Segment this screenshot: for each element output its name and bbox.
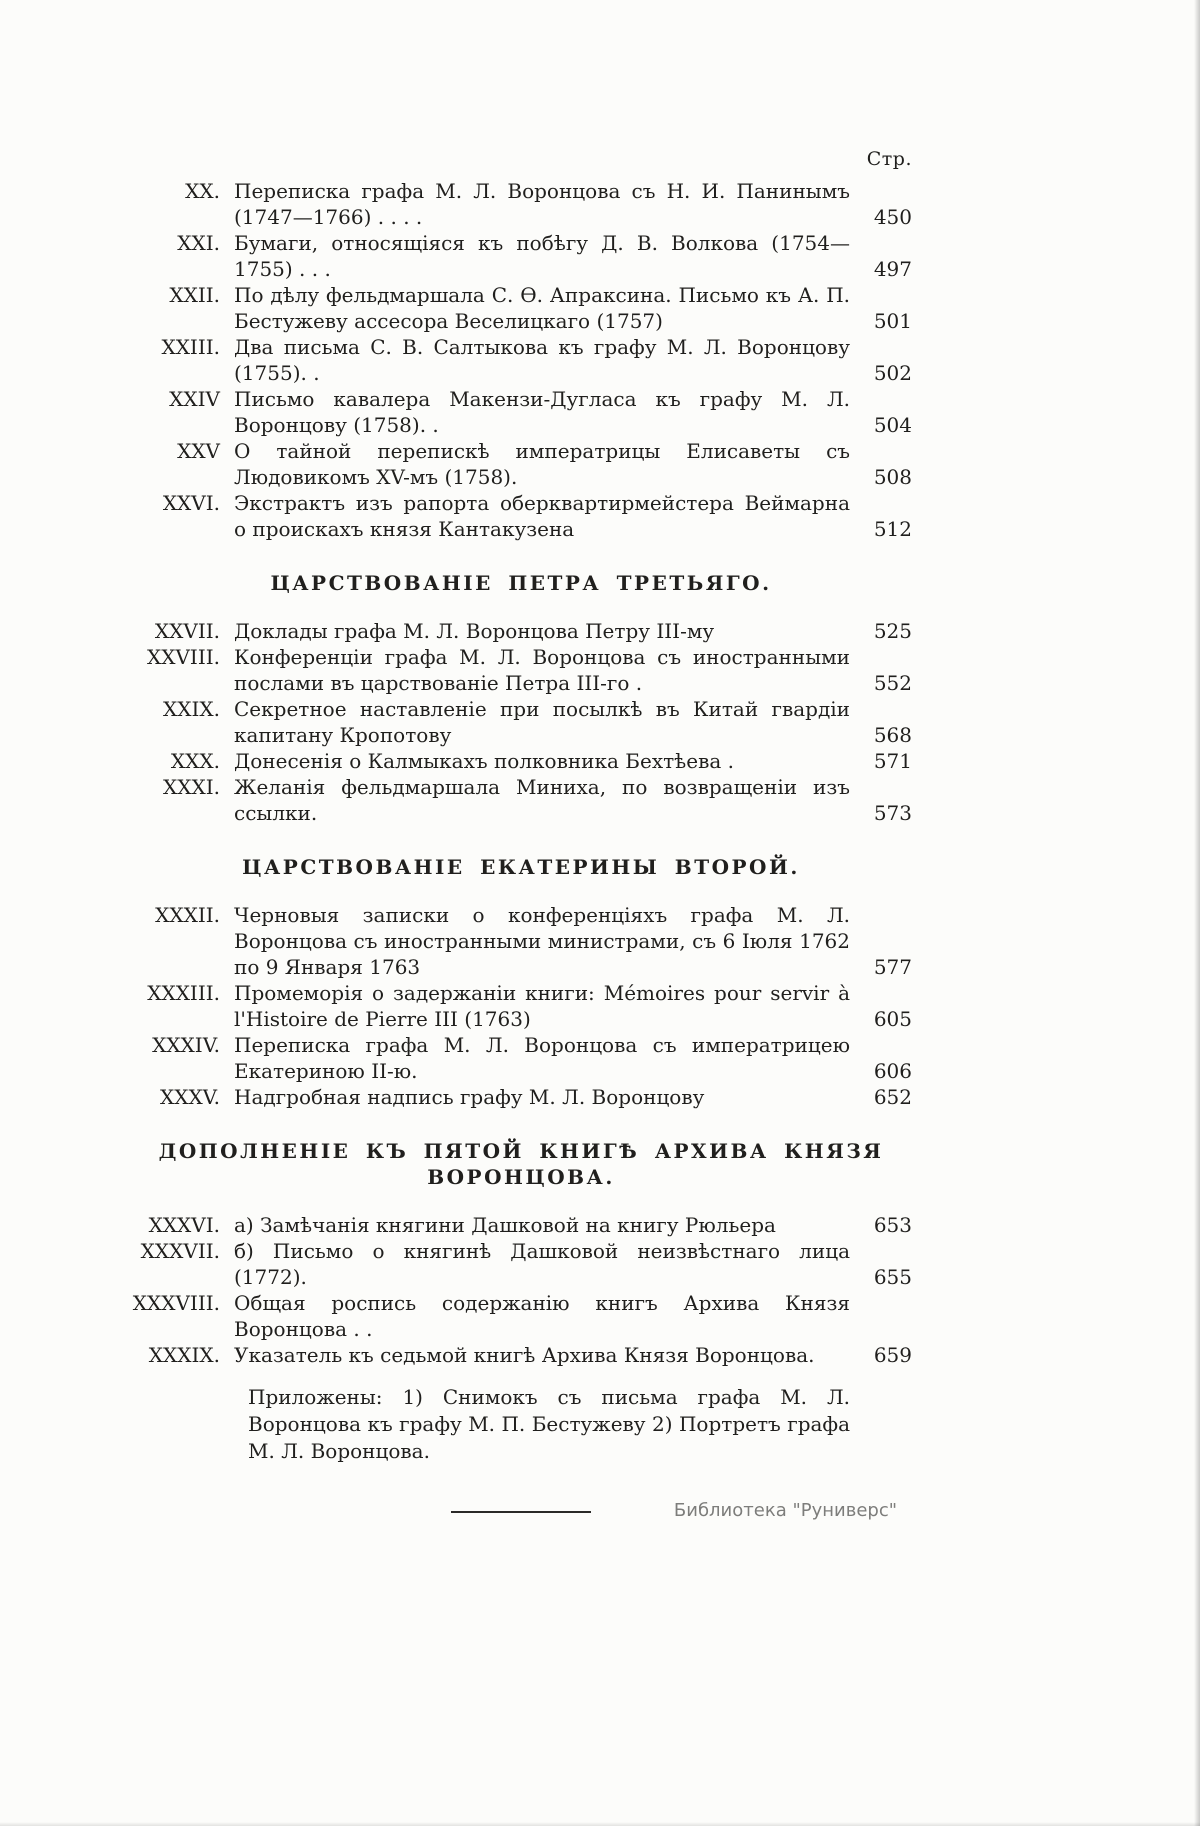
library-watermark: Библиотека "Руниверс" [673,1500,897,1521]
entry-title: Конференціи графа М. Л. Воронцова съ иностранными послами въ царствованіе Петра III-го . [234,645,850,695]
entry-number: XXXI. [163,775,220,799]
entry-title: Желанія фельдмаршала Миниха, по возвращеніи изъ ссылки. [234,775,850,825]
entry-number: XXVII. [154,619,220,643]
entry-number: XXIII. [161,335,220,359]
toc-entry [130,490,912,542]
toc-entry [130,980,912,1032]
entry-title: Надгробная надпись графу М. Л. Воронцову [234,1085,705,1109]
entry-page-number: 512 [873,517,912,541]
toc-entry [130,1290,912,1342]
section-heading: ДОПОЛНЕНІЕ КЪ ПЯТОЙ КНИГѢ АРХИВА КНЯЗЯ ВОРОНЦОВА. [158,1139,884,1189]
entry-title: Письмо кавалера Макензи-Дугласа къ графу М. Л. Воронцову (1758). . [234,387,850,437]
toc-entry [130,386,912,438]
section-heading: ЦАРСТВОВАНІЕ ЕКАТЕРИНЫ ВТОРОЙ. [242,855,800,879]
entry-number: XXIV [169,387,220,411]
entry-number: XXXIV. [152,1033,220,1057]
entry-title: О тайной перепискѣ императрицы Елисаветы съ Людовикомъ XV-мъ (1758). [234,439,850,489]
appendix-note: Приложены: 1) Снимокъ съ письма графа М. Л. Воронцова къ графу М. П. Бестужеву 2) Портретъ графа М. Л. Воронцова. [248,1385,850,1463]
scan-edge-right [1194,0,1200,1826]
entry-page-number: 502 [873,361,912,385]
toc-entry [130,282,912,334]
entry-title: Указатель къ седьмой книгѣ Архива Князя Воронцова. [234,1343,815,1367]
entry-number: XXXVI. [148,1213,220,1237]
entry-number: XXXVIII. [132,1291,220,1315]
entry-number: XX. [185,179,220,203]
toc-entry [130,902,912,980]
entry-title: По дѣлу фельдмаршала С. Ѳ. Апраксина. Письмо къ А. П. Бестужеву ассесора Веселицкаго (1757) [234,283,850,333]
toc-entry [130,1212,912,1238]
entry-page-number: 652 [873,1085,912,1109]
entry-page-number: 655 [873,1265,912,1289]
entry-title: Секретное наставленіе при посылкѣ въ Китай гвардіи капитану Кропотову [234,697,850,747]
entry-number: XXIX. [163,697,220,721]
entry-number: XXV [177,439,220,463]
entry-page-number: 501 [873,309,912,333]
toc-sections [130,178,912,1368]
entry-number: XXVIII. [147,645,220,669]
page-column-label: Стр. [866,148,912,170]
entry-number: XXXIII. [147,981,220,1005]
entry-page-number: 571 [873,749,912,773]
toc-entry [130,1238,912,1290]
entry-number: XXXVII. [140,1239,220,1263]
toc-entry [130,230,912,282]
entry-page-number: 605 [873,1007,912,1031]
entry-number: XXXV. [159,1085,220,1109]
entry-page-number: 606 [873,1059,912,1083]
entry-title: Переписка графа М. Л. Воронцова съ императрицею Екатериною II-ю. [234,1033,850,1083]
entry-number: XXXIX. [148,1343,220,1367]
entry-title: Переписка графа М. Л. Воронцова съ Н. И. Панинымъ (1747—1766) . . . . [234,179,850,229]
toc-entry [130,1084,912,1110]
entry-page-number: 552 [873,671,912,695]
entry-page-number: 525 [873,619,912,643]
toc-entry [130,644,912,696]
toc-entry [130,1032,912,1084]
entry-number: XXII. [169,283,220,307]
toc-entry [130,618,912,644]
toc-entry [130,334,912,386]
entry-page-number: 504 [873,413,912,437]
entry-title: б) Письмо о княгинѣ Дашковой неизвѣстнаго лица (1772). [234,1239,850,1289]
end-divider [451,1511,591,1513]
toc-entry [130,438,912,490]
entry-number: XXX. [170,749,220,773]
entry-title: Промеморія о задержаніи книги: Mémoires pour servir à l'Histoire de Pierre III (1763) [234,981,850,1031]
entry-title: Бумаги, относящіяся къ побѣгу Д. В. Волкова (1754— 1755) . . . [234,231,850,281]
section-heading: ЦАРСТВОВАНІЕ ПЕТРА ТРЕТЬЯГО. [270,571,772,595]
scan-edge-bottom [0,1822,1200,1826]
entry-page-number: 450 [873,205,912,229]
entry-number: XXI. [177,231,220,255]
entry-page-number: 508 [873,465,912,489]
entry-number: XXXII. [155,903,220,927]
entry-page-number: 577 [873,955,912,979]
entry-title: Черновыя записки о конференціяхъ графа М. Л. Воронцова съ иностранными министрами, съ 6 Іюля 1762 по 9 Января 1763 [234,903,850,979]
toc-entry [130,774,912,826]
entry-page-number: 653 [873,1213,912,1237]
entry-page-number: 573 [873,801,912,825]
entry-title: а) Замѣчанія княгини Дашковой на книгу Рюльера [234,1213,776,1237]
toc-page-content [130,146,912,1513]
entry-page-number: 568 [873,723,912,747]
entry-title: Общая роспись содержанію книгъ Архива Князя Воронцова . . [234,1291,850,1341]
toc-entry [130,696,912,748]
entry-page-number: 659 [873,1343,912,1367]
entry-title: Экстрактъ изъ рапорта оберквартирмейстера Веймарна о проискахъ князя Кантакузена [234,491,850,541]
entry-title: Доклады графа М. Л. Воронцова Петру III-му [234,619,715,643]
entry-title: Два письма С. В. Салтыкова къ графу М. Л. Воронцову (1755). . [234,335,850,385]
toc-entry [130,178,912,230]
entry-page-number: 497 [873,257,912,281]
entry-number: XXVI. [162,491,220,515]
toc-entry [130,1342,912,1368]
toc-entry [130,748,912,774]
entry-title: Донесенія о Калмыкахъ полковника Бехтѣева . [234,749,734,773]
